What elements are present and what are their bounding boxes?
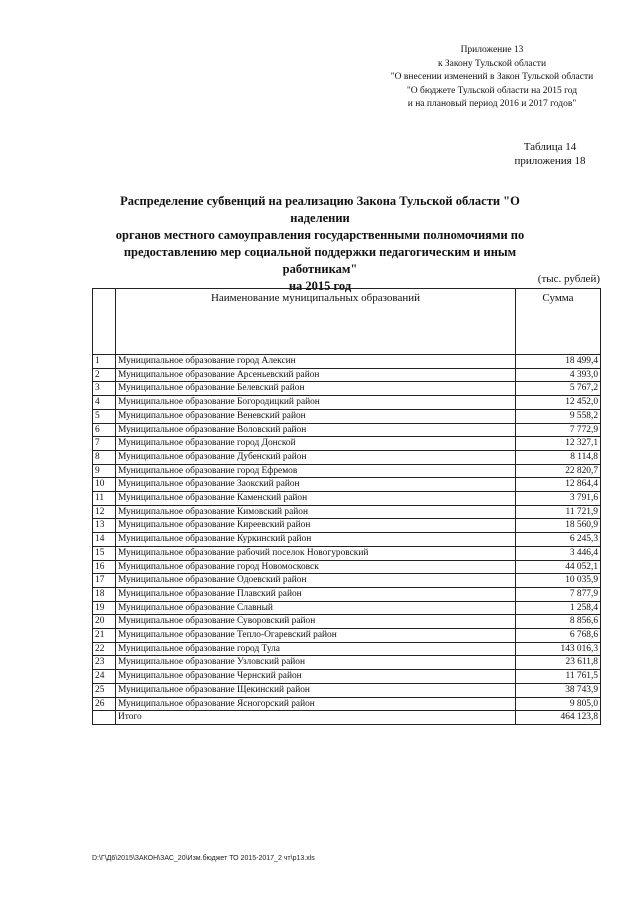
row-num: 25 bbox=[93, 683, 116, 697]
row-sum: 5 767,2 bbox=[516, 382, 601, 396]
row-sum: 3 446,4 bbox=[516, 546, 601, 560]
row-sum: 6 245,3 bbox=[516, 533, 601, 547]
row-num: 24 bbox=[93, 670, 116, 684]
row-name: Муниципальное образование Тепло-Огаревский район bbox=[116, 629, 516, 643]
row-sum: 22 820,7 bbox=[516, 464, 601, 478]
row-sum: 6 768,6 bbox=[516, 629, 601, 643]
row-name: Муниципальное образование Щекинский район bbox=[116, 683, 516, 697]
total-sum: 464 123,8 bbox=[516, 711, 601, 725]
row-num: 20 bbox=[93, 615, 116, 629]
units-label: (тыс. рублей) bbox=[537, 273, 600, 285]
total-row bbox=[93, 711, 601, 725]
row-name: Муниципальное образование Одоевский район bbox=[116, 574, 516, 588]
row-name: Муниципальное образование Воловский район bbox=[116, 423, 516, 437]
table-reference bbox=[500, 140, 600, 168]
row-name: Муниципальное образование Арсеньевский район bbox=[116, 368, 516, 382]
title-line: предоставлению мер социальной поддержки педагогическим и иным работникам" bbox=[123, 245, 517, 276]
table-body bbox=[93, 355, 601, 725]
row-name: Муниципальное образование город Новомосковск bbox=[116, 560, 516, 574]
row-num: 17 bbox=[93, 574, 116, 588]
row-num: 16 bbox=[93, 560, 116, 574]
row-num: 26 bbox=[93, 697, 116, 711]
row-sum: 38 743,9 bbox=[516, 683, 601, 697]
row-name: Муниципальное образование город Тула bbox=[116, 642, 516, 656]
row-num: 15 bbox=[93, 546, 116, 560]
table-row bbox=[93, 409, 601, 423]
row-name: Муниципальное образование город Донской bbox=[116, 437, 516, 451]
total-num bbox=[93, 711, 116, 725]
row-sum: 10 035,9 bbox=[516, 574, 601, 588]
table-row bbox=[93, 560, 601, 574]
row-name: Муниципальное образование Куркинский район bbox=[116, 533, 516, 547]
file-path-footer: D:\Г\Д6\2015\ЗАКОН\ЗАС_20\Изм.бюджет ТО 2015-2017_2 чт\р13.xls bbox=[92, 855, 315, 862]
table-row bbox=[93, 519, 601, 533]
title-line: на 2015 год bbox=[288, 279, 352, 293]
row-name: Муниципальное образование Суворовский район bbox=[116, 615, 516, 629]
subvention-table bbox=[92, 288, 601, 725]
row-num: 12 bbox=[93, 505, 116, 519]
row-num: 5 bbox=[93, 409, 116, 423]
total-label: Итого bbox=[116, 711, 516, 725]
row-num: 23 bbox=[93, 656, 116, 670]
table-row bbox=[93, 382, 601, 396]
table-row bbox=[93, 464, 601, 478]
table-row bbox=[93, 656, 601, 670]
table-row bbox=[93, 492, 601, 506]
row-sum: 8 114,8 bbox=[516, 450, 601, 464]
row-name: Муниципальное образование Чернский район bbox=[116, 670, 516, 684]
table-ref-line: приложения 18 bbox=[514, 155, 586, 167]
table-row bbox=[93, 450, 601, 464]
table-row bbox=[93, 587, 601, 601]
appendix-line: Приложение 13 bbox=[460, 45, 524, 55]
row-sum: 7 772,9 bbox=[516, 423, 601, 437]
row-sum: 18 560,9 bbox=[516, 519, 601, 533]
row-num: 14 bbox=[93, 533, 116, 547]
table-row bbox=[93, 478, 601, 492]
row-name: Муниципальное образование Киреевский район bbox=[116, 519, 516, 533]
row-sum: 3 791,6 bbox=[516, 492, 601, 506]
table-row bbox=[93, 546, 601, 560]
row-name: Муниципальное образование Ясногорский район bbox=[116, 697, 516, 711]
row-sum: 11 761,5 bbox=[516, 670, 601, 684]
table-row bbox=[93, 615, 601, 629]
row-num: 18 bbox=[93, 587, 116, 601]
table-row bbox=[93, 437, 601, 451]
row-num: 2 bbox=[93, 368, 116, 382]
row-name: Муниципальное образование Веневский район bbox=[116, 409, 516, 423]
row-num: 9 bbox=[93, 464, 116, 478]
header-sum: Сумма bbox=[516, 289, 601, 355]
header-num bbox=[93, 289, 116, 355]
row-sum: 7 877,9 bbox=[516, 587, 601, 601]
table-row bbox=[93, 642, 601, 656]
table-row bbox=[93, 396, 601, 410]
row-sum: 143 016,3 bbox=[516, 642, 601, 656]
row-name: Муниципальное образование Плавский район bbox=[116, 587, 516, 601]
table-row bbox=[93, 574, 601, 588]
row-name: Муниципальное образование Богородицкий район bbox=[116, 396, 516, 410]
row-num: 4 bbox=[93, 396, 116, 410]
row-num: 13 bbox=[93, 519, 116, 533]
table-ref-line: Таблица 14 bbox=[523, 141, 577, 153]
row-sum: 8 856,6 bbox=[516, 615, 601, 629]
row-name: Муниципальное образование город Алексин bbox=[116, 355, 516, 369]
row-num: 6 bbox=[93, 423, 116, 437]
table-row bbox=[93, 368, 601, 382]
row-sum: 12 327,1 bbox=[516, 437, 601, 451]
table-row bbox=[93, 355, 601, 369]
row-sum: 12 452,0 bbox=[516, 396, 601, 410]
row-name: Муниципальное образование Кимовский район bbox=[116, 505, 516, 519]
row-num: 8 bbox=[93, 450, 116, 464]
row-name: Муниципальное образование город Ефремов bbox=[116, 464, 516, 478]
document-title bbox=[100, 193, 540, 295]
row-sum: 11 721,9 bbox=[516, 505, 601, 519]
appendix-line: "О бюджете Тульской области на 2015 год bbox=[406, 85, 578, 96]
row-num: 10 bbox=[93, 478, 116, 492]
appendix-header bbox=[372, 44, 612, 112]
row-sum: 1 258,4 bbox=[516, 601, 601, 615]
title-line: Распределение субвенций на реализацию Закона Тульской области "О наделении bbox=[120, 194, 520, 225]
table-row bbox=[93, 423, 601, 437]
table-row bbox=[93, 670, 601, 684]
row-num: 7 bbox=[93, 437, 116, 451]
row-sum: 18 499,4 bbox=[516, 355, 601, 369]
header-name: Наименование муниципальных образований bbox=[116, 289, 516, 355]
row-num: 11 bbox=[93, 492, 116, 506]
row-name: Муниципальное образование рабочий поселок Новогуровский bbox=[116, 546, 516, 560]
row-name: Муниципальное образование Заокский район bbox=[116, 478, 516, 492]
row-num: 22 bbox=[93, 642, 116, 656]
row-name: Муниципальное образование Узловский район bbox=[116, 656, 516, 670]
row-sum: 9 558,2 bbox=[516, 409, 601, 423]
row-sum: 23 611,8 bbox=[516, 656, 601, 670]
appendix-line: к Закону Тульской области bbox=[437, 58, 547, 69]
appendix-line: "О внесении изменений в Закон Тульской области bbox=[390, 72, 594, 82]
row-name: Муниципальное образование Дубенский район bbox=[116, 450, 516, 464]
table-row bbox=[93, 533, 601, 547]
row-name: Муниципальное образование Славный bbox=[116, 601, 516, 615]
row-sum: 12 864,4 bbox=[516, 478, 601, 492]
row-num: 19 bbox=[93, 601, 116, 615]
row-num: 21 bbox=[93, 629, 116, 643]
row-num: 3 bbox=[93, 382, 116, 396]
row-num: 1 bbox=[93, 355, 116, 369]
row-name: Муниципальное образование Белевский район bbox=[116, 382, 516, 396]
table-row bbox=[93, 683, 601, 697]
table-row bbox=[93, 601, 601, 615]
row-sum: 44 052,1 bbox=[516, 560, 601, 574]
appendix-line: и на плановый период 2016 и 2017 годов" bbox=[407, 99, 577, 109]
title-line: органов местного самоуправления государственными полномочиями по bbox=[115, 228, 525, 242]
table-row bbox=[93, 697, 601, 711]
table-row bbox=[93, 629, 601, 643]
table-row bbox=[93, 505, 601, 519]
row-sum: 4 393,0 bbox=[516, 368, 601, 382]
row-sum: 9 805,0 bbox=[516, 697, 601, 711]
row-name: Муниципальное образование Каменский район bbox=[116, 492, 516, 506]
table-header-row bbox=[93, 289, 601, 355]
